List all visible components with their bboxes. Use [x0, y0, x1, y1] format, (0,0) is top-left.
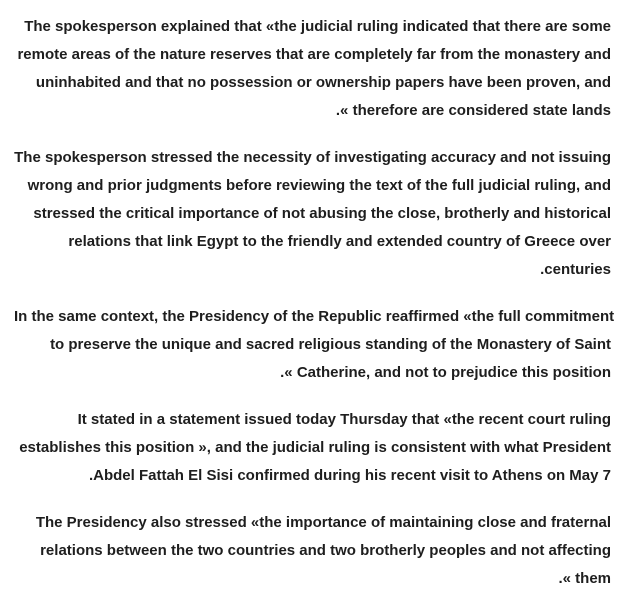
paragraph-line: stressed the critical importance of not abusing the close, brotherly and historical [33, 205, 611, 222]
paragraph-line: .« them [558, 570, 611, 587]
paragraph-line: .« therefore are considered state lands [335, 102, 611, 119]
paragraph-line: .centuries [540, 261, 611, 278]
paragraph-4 [14, 406, 611, 490]
paragraph-2 [14, 144, 611, 284]
paragraph-1 [14, 13, 611, 125]
article-body [14, 13, 615, 593]
paragraph-line: to preserve the unique and sacred religious standing of the Monastery of Saint [50, 336, 611, 353]
paragraph-line: remote areas of the nature reserves that are completely far from the monastery and [17, 46, 611, 63]
paragraph-line: The spokesperson stressed the necessity of investigating accuracy and not issuing [14, 149, 611, 166]
paragraph-line: .« Catherine, and not to prejudice this position [280, 364, 611, 381]
paragraph-line: relations between the two countries and two brotherly peoples and not affecting [40, 542, 611, 559]
paragraph-line: establishes this position », and the judicial ruling is consistent with what President [19, 439, 611, 456]
paragraph-line: In the same context, the Presidency of the Republic reaffirmed «the full commitment [14, 308, 615, 325]
paragraph-5 [14, 509, 611, 593]
paragraph-line: The Presidency also stressed «the importance of maintaining close and fraternal [35, 514, 611, 531]
paragraph-3 [14, 303, 615, 387]
paragraph-line: relations that link Egypt to the friendly and extended country of Greece over [68, 233, 611, 250]
paragraph-line: wrong and prior judgments before reviewing the text of the full judicial ruling, and [27, 177, 611, 194]
paragraph-line: .Abdel Fattah El Sisi confirmed during his recent visit to Athens on May 7 [88, 467, 611, 484]
paragraph-line: The spokesperson explained that «the judicial ruling indicated that there are some [24, 18, 611, 35]
paragraph-line: It stated in a statement issued today Thursday that «the recent court ruling [77, 411, 611, 428]
paragraph-line: uninhabited and that no possession or ownership papers have been proven, and [35, 74, 611, 91]
